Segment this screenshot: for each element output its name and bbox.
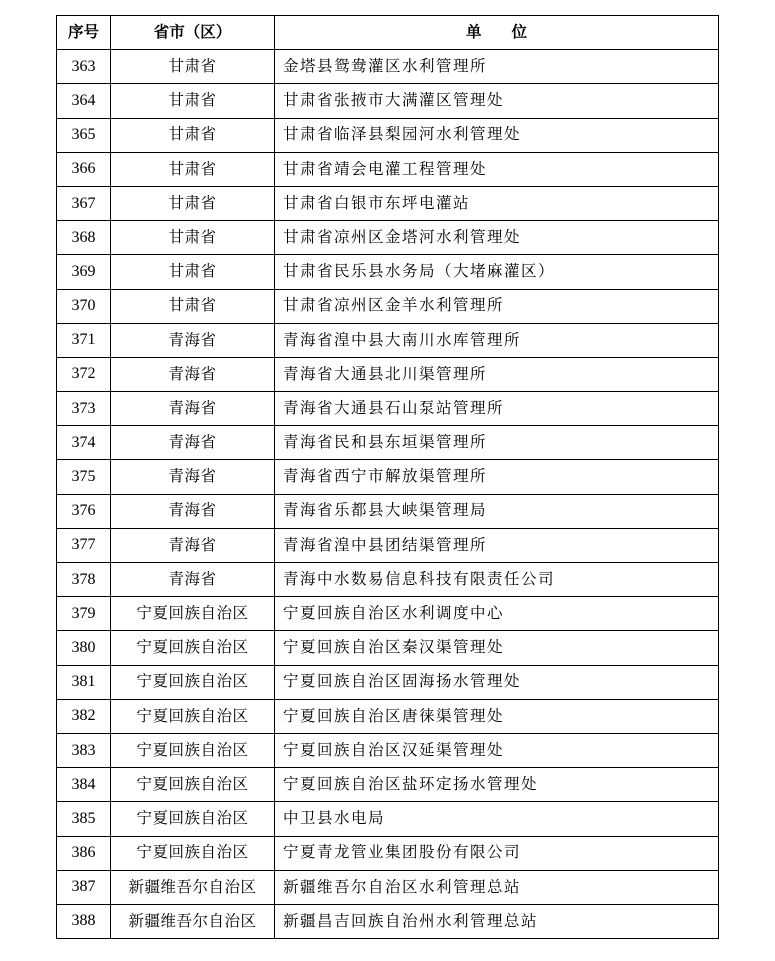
table-row bbox=[57, 802, 719, 836]
province-cell: 宁夏回族自治区 bbox=[111, 597, 275, 631]
serial-number-cell: 369 bbox=[57, 255, 111, 289]
unit-name-cell: 青海省民和县东垣渠管理所 bbox=[275, 426, 719, 460]
province-cell: 甘肃省 bbox=[111, 152, 275, 186]
table-row bbox=[57, 392, 719, 426]
serial-number-cell: 388 bbox=[57, 904, 111, 938]
unit-name-cell: 青海省西宁市解放渠管理所 bbox=[275, 460, 719, 494]
table-row bbox=[57, 357, 719, 391]
table-row bbox=[57, 152, 719, 186]
serial-number-cell: 374 bbox=[57, 426, 111, 460]
table-row bbox=[57, 870, 719, 904]
unit-name-cell: 青海省大通县石山泵站管理所 bbox=[275, 392, 719, 426]
table-row bbox=[57, 323, 719, 357]
province-cell: 青海省 bbox=[111, 563, 275, 597]
table-body bbox=[57, 50, 719, 939]
province-cell: 青海省 bbox=[111, 357, 275, 391]
unit-name-cell: 宁夏回族自治区唐徕渠管理处 bbox=[275, 699, 719, 733]
serial-number-cell: 367 bbox=[57, 186, 111, 220]
table-row bbox=[57, 528, 719, 562]
serial-number-cell: 381 bbox=[57, 665, 111, 699]
table-row bbox=[57, 460, 719, 494]
serial-number-cell: 376 bbox=[57, 494, 111, 528]
table-row bbox=[57, 733, 719, 767]
province-cell: 甘肃省 bbox=[111, 186, 275, 220]
province-cell: 甘肃省 bbox=[111, 221, 275, 255]
province-cell: 甘肃省 bbox=[111, 84, 275, 118]
table-row bbox=[57, 904, 719, 938]
unit-name-cell: 新疆维吾尔自治区水利管理总站 bbox=[275, 870, 719, 904]
unit-name-cell: 甘肃省凉州区金羊水利管理所 bbox=[275, 289, 719, 323]
province-cell: 宁夏回族自治区 bbox=[111, 665, 275, 699]
unit-name-cell: 甘肃省白银市东坪电灌站 bbox=[275, 186, 719, 220]
province-cell: 宁夏回族自治区 bbox=[111, 836, 275, 870]
table-row bbox=[57, 836, 719, 870]
serial-number-cell: 384 bbox=[57, 768, 111, 802]
province-cell: 青海省 bbox=[111, 460, 275, 494]
serial-number-cell: 366 bbox=[57, 152, 111, 186]
table-row bbox=[57, 768, 719, 802]
table-row bbox=[57, 118, 719, 152]
serial-number-cell: 377 bbox=[57, 528, 111, 562]
unit-name-cell: 宁夏回族自治区秦汉渠管理处 bbox=[275, 631, 719, 665]
table-row bbox=[57, 494, 719, 528]
unit-name-cell: 宁夏回族自治区固海扬水管理处 bbox=[275, 665, 719, 699]
table-row bbox=[57, 426, 719, 460]
table-row bbox=[57, 255, 719, 289]
table-row bbox=[57, 563, 719, 597]
header-row bbox=[57, 16, 719, 50]
province-cell: 青海省 bbox=[111, 392, 275, 426]
unit-name-cell: 甘肃省靖会电灌工程管理处 bbox=[275, 152, 719, 186]
table-row bbox=[57, 699, 719, 733]
province-cell: 青海省 bbox=[111, 494, 275, 528]
serial-number-cell: 365 bbox=[57, 118, 111, 152]
serial-number-cell: 383 bbox=[57, 733, 111, 767]
serial-number-cell: 386 bbox=[57, 836, 111, 870]
serial-number-cell: 387 bbox=[57, 870, 111, 904]
header-unit: 单位 bbox=[275, 16, 719, 50]
table-row bbox=[57, 289, 719, 323]
serial-number-cell: 364 bbox=[57, 84, 111, 118]
unit-name-cell: 青海省湟中县大南川水库管理所 bbox=[275, 323, 719, 357]
header-province: 省市（区） bbox=[111, 16, 275, 50]
unit-name-cell: 甘肃省临泽县梨园河水利管理处 bbox=[275, 118, 719, 152]
unit-name-cell: 宁夏青龙管业集团股份有限公司 bbox=[275, 836, 719, 870]
province-cell: 宁夏回族自治区 bbox=[111, 768, 275, 802]
serial-number-cell: 379 bbox=[57, 597, 111, 631]
serial-number-cell: 373 bbox=[57, 392, 111, 426]
serial-number-cell: 371 bbox=[57, 323, 111, 357]
serial-number-cell: 370 bbox=[57, 289, 111, 323]
province-cell: 青海省 bbox=[111, 528, 275, 562]
province-cell: 新疆维吾尔自治区 bbox=[111, 904, 275, 938]
serial-number-cell: 385 bbox=[57, 802, 111, 836]
unit-name-cell: 青海省湟中县团结渠管理所 bbox=[275, 528, 719, 562]
serial-number-cell: 378 bbox=[57, 563, 111, 597]
unit-name-cell: 宁夏回族自治区汉延渠管理处 bbox=[275, 733, 719, 767]
header-serial-number: 序号 bbox=[57, 16, 111, 50]
table-row bbox=[57, 631, 719, 665]
unit-name-cell: 金塔县鸳鸯灌区水利管理所 bbox=[275, 50, 719, 84]
unit-name-cell: 中卫县水电局 bbox=[275, 802, 719, 836]
unit-name-cell: 宁夏回族自治区盐环定扬水管理处 bbox=[275, 768, 719, 802]
province-cell: 甘肃省 bbox=[111, 255, 275, 289]
serial-number-cell: 372 bbox=[57, 357, 111, 391]
table-row bbox=[57, 84, 719, 118]
unit-name-cell: 宁夏回族自治区水利调度中心 bbox=[275, 597, 719, 631]
province-cell: 甘肃省 bbox=[111, 50, 275, 84]
unit-name-cell: 青海省乐都县大峡渠管理局 bbox=[275, 494, 719, 528]
table-header bbox=[57, 16, 719, 50]
unit-name-cell: 甘肃省民乐县水务局（大堵麻灌区） bbox=[275, 255, 719, 289]
serial-number-cell: 375 bbox=[57, 460, 111, 494]
serial-number-cell: 382 bbox=[57, 699, 111, 733]
unit-name-cell: 甘肃省张掖市大满灌区管理处 bbox=[275, 84, 719, 118]
province-cell: 甘肃省 bbox=[111, 118, 275, 152]
province-cell: 甘肃省 bbox=[111, 289, 275, 323]
table-row bbox=[57, 665, 719, 699]
unit-name-cell: 青海省大通县北川渠管理所 bbox=[275, 357, 719, 391]
table-row bbox=[57, 50, 719, 84]
province-cell: 宁夏回族自治区 bbox=[111, 802, 275, 836]
province-cell: 新疆维吾尔自治区 bbox=[111, 870, 275, 904]
serial-number-cell: 363 bbox=[57, 50, 111, 84]
table-row bbox=[57, 186, 719, 220]
serial-number-cell: 368 bbox=[57, 221, 111, 255]
province-cell: 青海省 bbox=[111, 426, 275, 460]
serial-number-cell: 380 bbox=[57, 631, 111, 665]
province-cell: 宁夏回族自治区 bbox=[111, 631, 275, 665]
table-row bbox=[57, 597, 719, 631]
unit-name-cell: 甘肃省凉州区金塔河水利管理处 bbox=[275, 221, 719, 255]
unit-list-table bbox=[56, 15, 719, 939]
unit-name-cell: 新疆昌吉回族自治州水利管理总站 bbox=[275, 904, 719, 938]
province-cell: 宁夏回族自治区 bbox=[111, 733, 275, 767]
table-row bbox=[57, 221, 719, 255]
province-cell: 宁夏回族自治区 bbox=[111, 699, 275, 733]
unit-name-cell: 青海中水数易信息科技有限责任公司 bbox=[275, 563, 719, 597]
province-cell: 青海省 bbox=[111, 323, 275, 357]
